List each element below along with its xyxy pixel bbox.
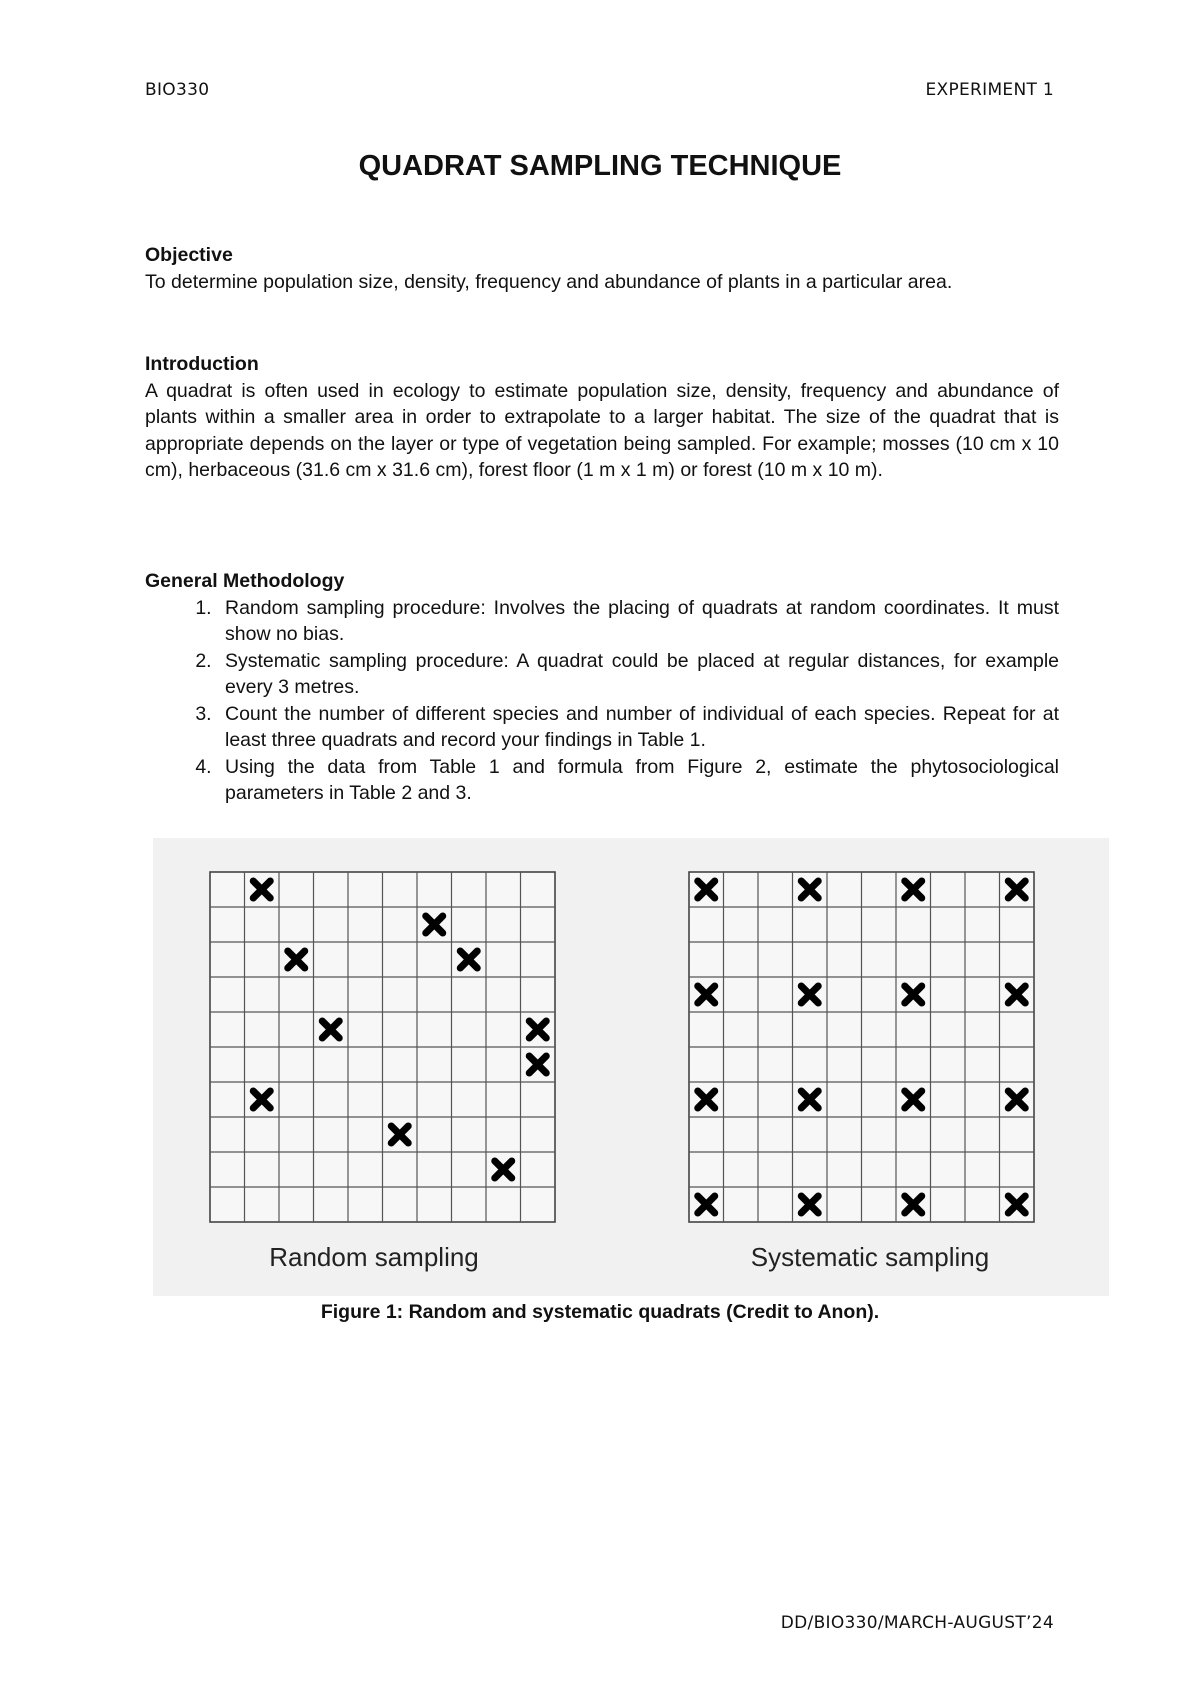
footer-reference: DD/BIO330/MARCH-AUGUST’24 <box>780 1613 1054 1633</box>
introduction-section <box>145 351 1059 484</box>
methodology-item-1: 1. Random sampling procedure: Involves the placing of quadrats at random coordinates. It must show no bias. <box>217 595 1059 648</box>
objective-text: To determine population size, density, frequency and abundance of plants in a particular area. <box>145 270 953 293</box>
methodology-heading: General Methodology <box>145 570 345 592</box>
figure-1-quadrats <box>153 838 1109 1296</box>
figure-1-caption: Figure 1: Random and systematic quadrats (Credit to Anon). <box>320 1301 880 1323</box>
methodology-item-3: 3. Count the number of different species and number of individual of each species. Repeat for at least three quadrats and record your findings in Table 1. <box>217 701 1059 754</box>
random-sampling-label: Random sampling <box>269 1242 479 1272</box>
document-title: QUADRAT SAMPLING TECHNIQUE <box>358 150 842 182</box>
objective-heading: Objective <box>145 244 233 266</box>
methodology-item-4: 4. Using the data from Table 1 and formula from Figure 2, estimate the phytosociological parameters in Table 2 and 3. <box>217 754 1059 807</box>
introduction-heading: Introduction <box>145 353 259 375</box>
objective-section <box>145 242 1059 295</box>
header-experiment-number: EXPERIMENT 1 <box>925 80 1054 100</box>
systematic-sampling-label: Systematic sampling <box>750 1242 990 1272</box>
methodology-item-2: 2. Systematic sampling procedure: A quadrat could be placed at regular distances, for example every 3 metres. <box>217 648 1059 701</box>
systematic-sampling-grid <box>689 872 1034 1222</box>
random-sampling-grid <box>210 872 555 1222</box>
methodology-list <box>145 595 1059 807</box>
header-course-code: BIO330 <box>145 80 210 100</box>
quadrat-diagram <box>153 838 1109 1296</box>
introduction-text: A quadrat is often used in ecology to estimate population size, density, frequency and abundance of plants within a smaller area in order to extrapolate to a larger habitat. The size of the quadrat that is appropriate depends on the layer or type of vegetation being sampled. For example; mosses (10 cm x 10 cm), herbaceous (31.6 cm x 31.6 cm), forest floor (1 m x 1 m) or forest (10 m x 10 m). <box>145 379 1059 481</box>
methodology-section <box>145 568 1059 807</box>
